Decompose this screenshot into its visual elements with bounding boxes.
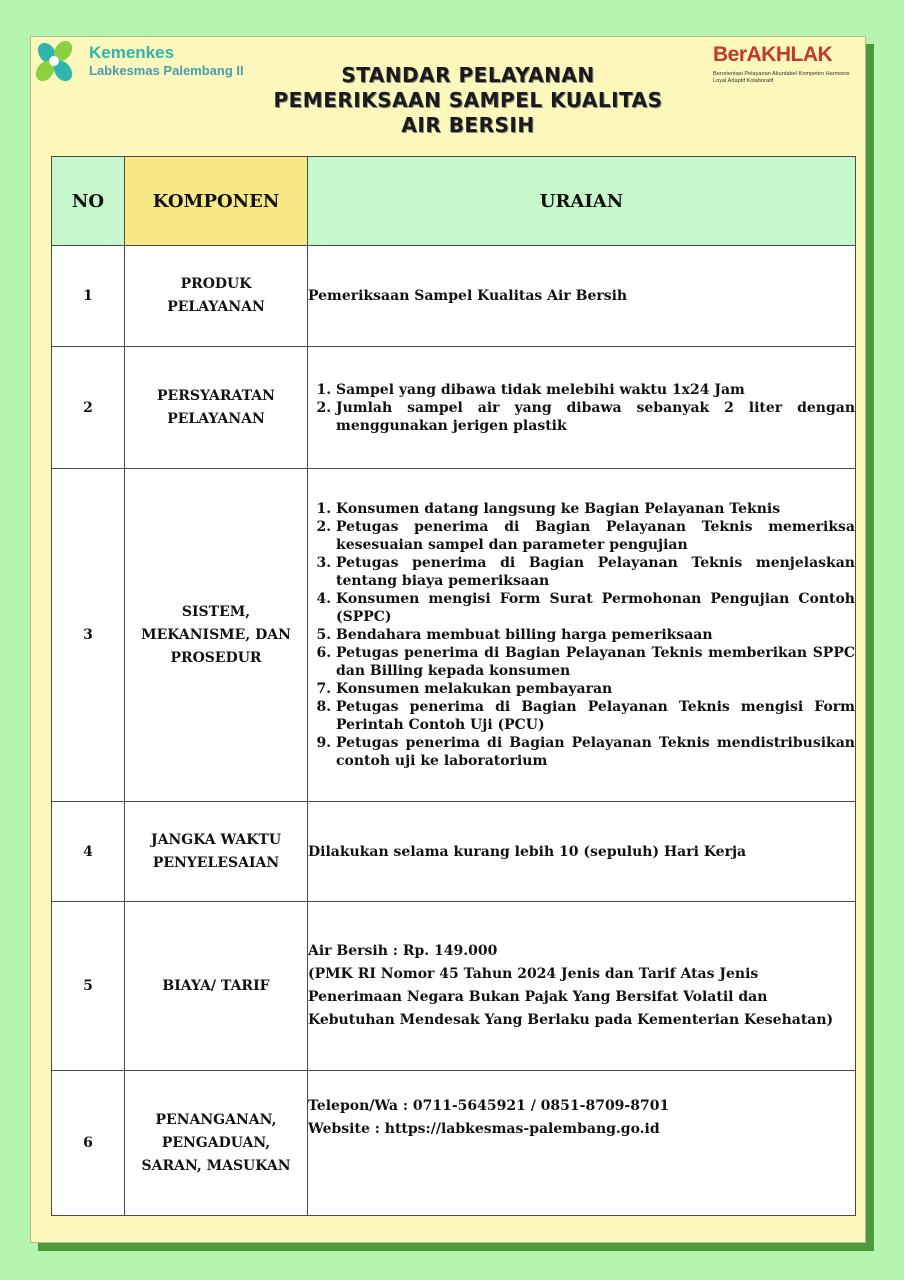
row-komponen <box>125 246 308 347</box>
row-uraian: Pemeriksaan Sampel Kualitas Air Bersih <box>308 246 856 347</box>
list-item: 1. Sampel yang dibawa tidak melebihi waktu 1x24 Jam <box>336 381 855 399</box>
list-item: 7. Konsumen melakukan pembayaran <box>336 680 855 698</box>
kemenkes-unit: Labkesmas Palembang II <box>89 63 244 78</box>
komponen-line: PELAYANAN <box>167 410 265 427</box>
list-item: 9. Petugas penerima di Bagian Pelayanan Teknis mendistribusikan contoh uji ke laboratorium <box>336 734 855 770</box>
table-row <box>52 246 856 347</box>
komponen-line: PENYELESAIAN <box>152 854 280 871</box>
service-standard-table <box>51 156 856 1216</box>
komponen-line: PERSYARATAN <box>157 387 275 404</box>
komponen-line: PRODUK <box>180 276 252 292</box>
table-row <box>52 802 856 902</box>
telepon-text: Telepon/Wa : 0711-5645921 / 0851-8709-8701 <box>308 1098 670 1114</box>
requirements-list <box>308 381 855 435</box>
komponen-line: JANGKA WAKTU <box>150 831 282 848</box>
berakhlak-wordmark: BerAKHLAK <box>713 43 833 66</box>
list-item: 8. Petugas penerima di Bagian Pelayanan Teknis mengisi Form Perintah Contoh Uji (PCU) <box>336 698 855 734</box>
row-komponen <box>125 802 308 902</box>
row-number: 5 <box>52 902 125 1071</box>
list-item: 4. Konsumen mengisi Form Surat Permohonan Pengujian Contoh (SPPC) <box>336 590 855 626</box>
table-row <box>52 902 856 1071</box>
komponen-line: PENANGANAN, <box>155 1111 277 1128</box>
row-number: 1 <box>52 246 125 347</box>
row-uraian <box>308 902 856 1071</box>
list-item: 6. Petugas penerima di Bagian Pelayanan Teknis memberikan SPPC dan Billing kepada konsumen <box>336 644 855 680</box>
komponen-line: PROSEDUR <box>170 649 262 666</box>
komponen-line: PENGADUAN, <box>161 1134 271 1151</box>
row-number: 6 <box>52 1071 125 1216</box>
tarif-text: Air Bersih : Rp. 149.000 <box>308 943 498 959</box>
berakhlak-tagline: Berorientasi Pelayanan Akuntabel Kompeten Harmonis Loyal Adaptif Kolaboratif <box>713 71 850 84</box>
header-komponen: KOMPONEN <box>125 157 308 246</box>
header-no: NO <box>52 157 125 246</box>
title-line-3: AIR BERSIH <box>401 113 535 137</box>
dasar-hukum-line: Penerimaan Negara Bukan Pajak Yang Bersifat Volatil dan <box>308 989 768 1005</box>
table-row <box>52 347 856 469</box>
dasar-hukum-line: Kebutuhan Mendesak Yang Berlaku pada Kementerian Kesehatan) <box>308 1012 834 1028</box>
row-number: 2 <box>52 347 125 469</box>
kemenkes-name: Kemenkes <box>89 43 175 62</box>
row-uraian <box>308 469 856 802</box>
row-komponen <box>125 469 308 802</box>
service-standard-sheet <box>30 36 866 1243</box>
list-item: 1. Konsumen datang langsung ke Bagian Pelayanan Teknis <box>336 500 855 518</box>
row-number: 3 <box>52 469 125 802</box>
page-title <box>231 63 705 138</box>
row-komponen <box>125 1071 308 1216</box>
website-link[interactable]: Website : https://labkesmas-palembang.go.id <box>308 1121 660 1137</box>
table-row <box>52 1071 856 1216</box>
list-item: 2. Petugas penerima di Bagian Pelayanan Teknis memeriksa kesesuaian sampel dan parameter pengujian <box>336 518 855 554</box>
komponen-line: SARAN, MASUKAN <box>141 1157 291 1174</box>
row-komponen: BIAYA/ TARIF <box>125 902 308 1071</box>
procedure-list <box>308 500 855 770</box>
komponen-line: SISTEM, <box>181 603 251 620</box>
kemenkes-leaf-icon <box>33 39 85 85</box>
row-number: 4 <box>52 802 125 902</box>
list-item: 5. Bendahara membuat billing harga pemeriksaan <box>336 626 855 644</box>
table-row <box>52 469 856 802</box>
row-uraian <box>308 347 856 469</box>
komponen-line: MEKANISME, DAN <box>141 626 291 643</box>
berakhlak-logo <box>711 43 856 89</box>
list-item: 3. Petugas penerima di Bagian Pelayanan Teknis menjelaskan tentang biaya pemeriksaan <box>336 554 855 590</box>
header-uraian: URAIAN <box>308 157 856 246</box>
row-uraian <box>308 1071 856 1216</box>
title-line-1: STANDAR PELAYANAN <box>341 63 595 87</box>
row-uraian: Dilakukan selama kurang lebih 10 (sepuluh) Hari Kerja <box>308 802 856 902</box>
row-komponen <box>125 347 308 469</box>
list-item: 2. Jumlah sampel air yang dibawa sebanyak 2 liter dengan menggunakan jerigen plastik <box>336 399 855 435</box>
table-header-row <box>52 157 856 246</box>
title-line-2: PEMERIKSAAN SAMPEL KUALITAS <box>273 88 663 112</box>
dasar-hukum-line: (PMK RI Nomor 45 Tahun 2024 Jenis dan Tarif Atas Jenis <box>308 966 759 982</box>
komponen-line: PELAYANAN <box>167 299 265 315</box>
